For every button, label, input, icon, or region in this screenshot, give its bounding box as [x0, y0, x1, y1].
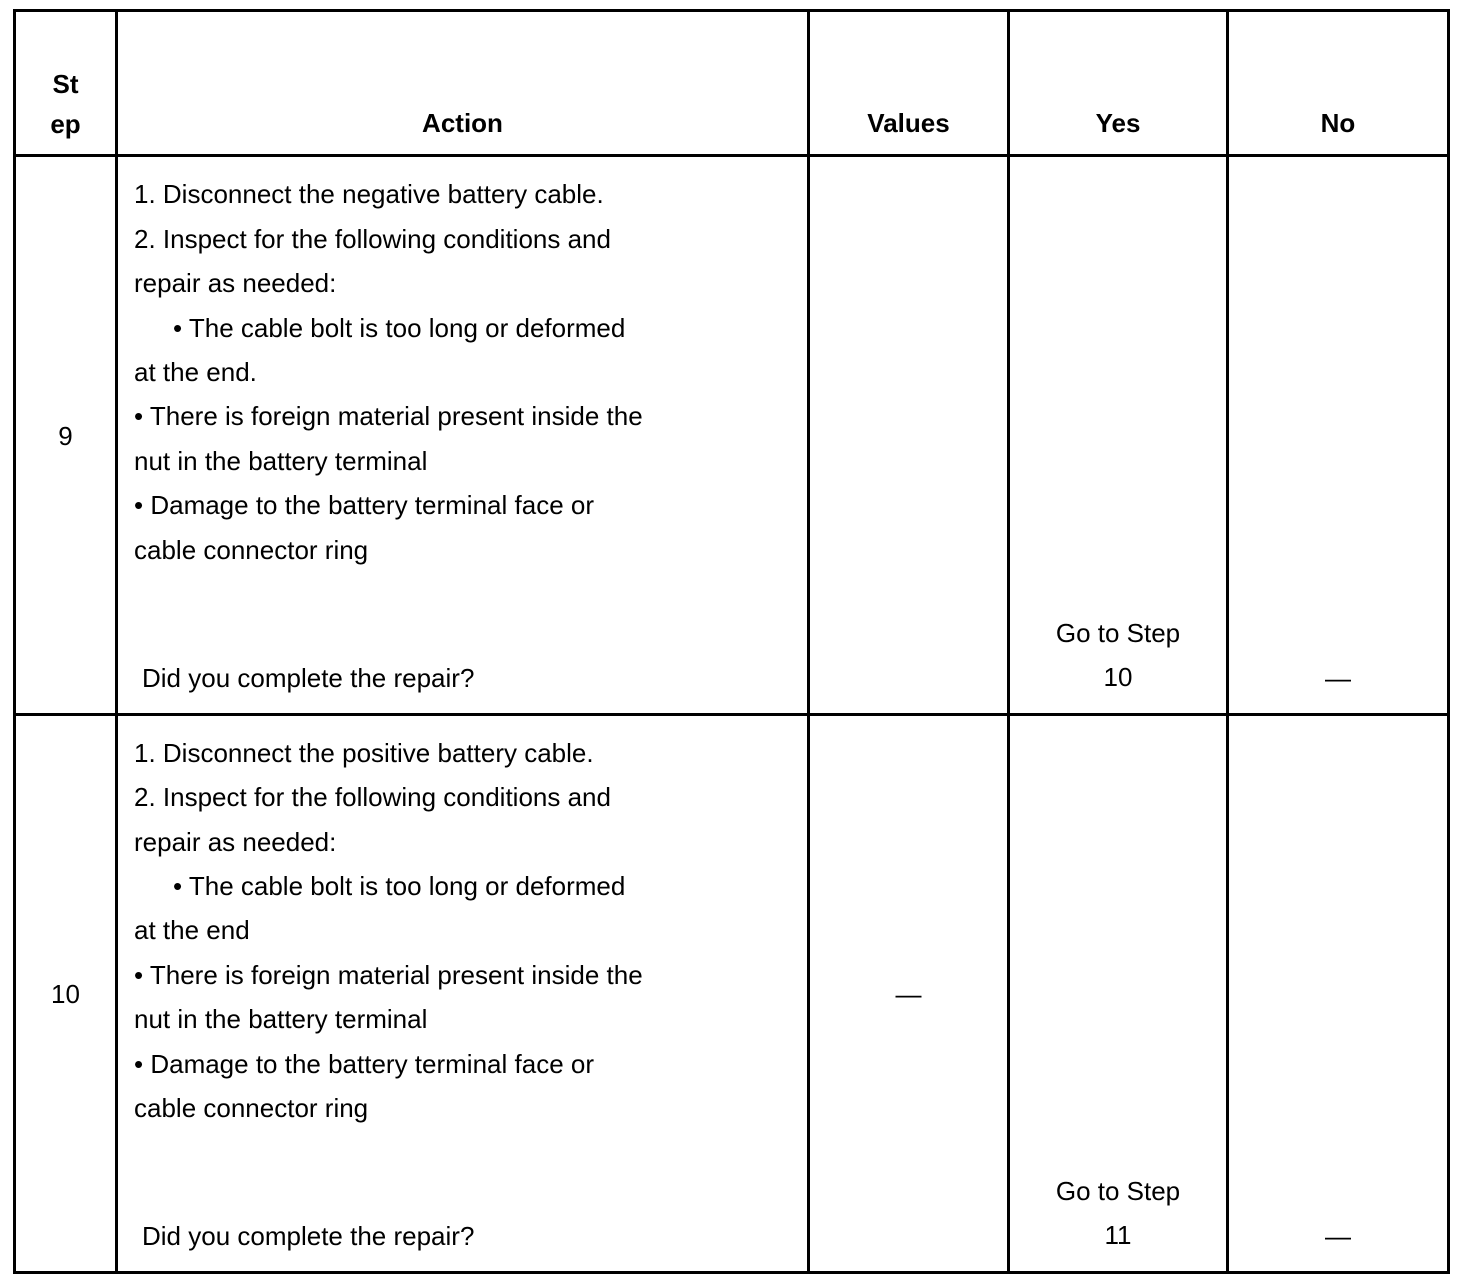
yes-goto-step: 10 [1103, 662, 1133, 692]
yes-goto-label: Go to Step [1055, 618, 1181, 648]
action-line: cable connector ring [134, 1093, 369, 1123]
col-divider-action [807, 9, 810, 1274]
action-line: 2. Inspect for the following conditions and [134, 224, 611, 254]
action-line: 1. Disconnect the negative battery cable. [134, 179, 604, 209]
action-line: • Damage to the battery terminal face or [134, 1049, 594, 1079]
col-divider-step [115, 9, 118, 1274]
header-step [16, 69, 115, 139]
action-line: • Damage to the battery terminal face or [134, 490, 594, 520]
no-cell: — [1325, 1221, 1351, 1251]
table-border-bottom [13, 1271, 1450, 1274]
step-number: 9 [58, 421, 73, 451]
header-divider [13, 154, 1450, 157]
action-line: 1. Disconnect the positive battery cable. [134, 738, 594, 768]
header-action: Action [422, 108, 503, 138]
action-line: 2. Inspect for the following conditions and [134, 782, 611, 812]
action-line: at the end [134, 915, 250, 945]
step-number: 10 [51, 979, 80, 1009]
yes-goto-label: Go to Step [1055, 1176, 1181, 1206]
table-border-top [13, 9, 1450, 12]
header-no: No [1320, 108, 1356, 138]
header-values: Values [867, 108, 950, 138]
action-question: Did you complete the repair? [142, 1221, 475, 1251]
values-cell: — [895, 979, 922, 1009]
action-line: nut in the battery terminal [134, 446, 428, 476]
col-divider-yes [1226, 9, 1229, 1274]
yes-cell [1010, 1176, 1226, 1250]
action-line: repair as needed: [134, 827, 337, 857]
action-line: nut in the battery terminal [134, 1004, 428, 1034]
action-line: • There is foreign material present inside the [134, 960, 643, 990]
procedure-table [13, 9, 1450, 1274]
header-yes: Yes [1095, 108, 1141, 138]
action-line: repair as needed: [134, 268, 337, 298]
no-cell: — [1325, 663, 1351, 693]
action-question: Did you complete the repair? [142, 663, 475, 693]
action-line: • The cable bolt is too long or deformed [173, 871, 626, 901]
action-line: cable connector ring [134, 535, 369, 565]
yes-cell [1010, 618, 1226, 692]
yes-goto-step: 11 [1104, 1220, 1132, 1250]
action-line: • The cable bolt is too long or deformed [173, 313, 626, 343]
header-step-line1: St [52, 69, 79, 99]
header-step-line2: ep [50, 109, 81, 139]
table-border-left [13, 9, 16, 1274]
action-line: at the end. [134, 357, 257, 387]
table-border-right [1447, 9, 1450, 1274]
row-divider [13, 713, 1450, 716]
action-line: • There is foreign material present inside the [134, 401, 643, 431]
